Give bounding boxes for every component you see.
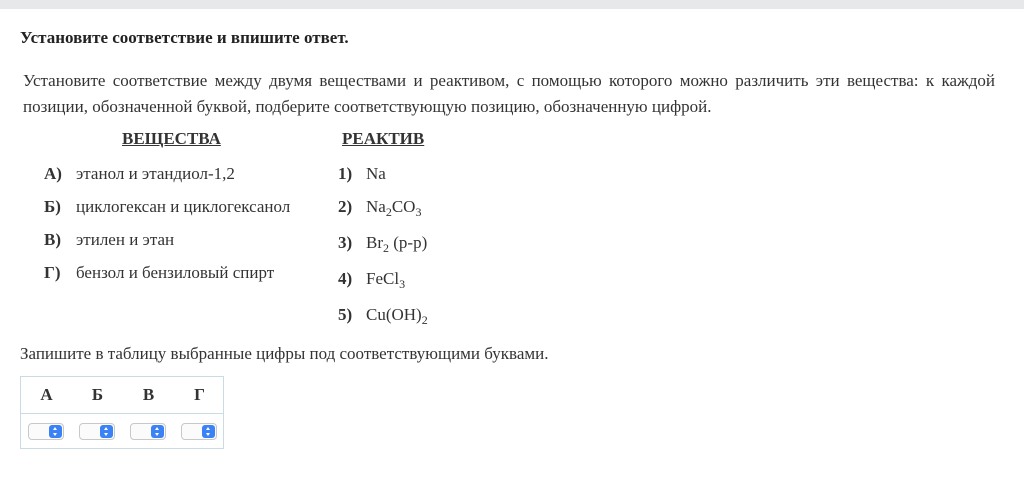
reagent-formula: $Na_2CO_3$ bbox=[366, 197, 422, 219]
substance-text: бензол и бензиловый спирт bbox=[76, 263, 275, 282]
substance-text: этилен и этан bbox=[76, 230, 175, 249]
answer-column-header: Г bbox=[194, 385, 205, 404]
reagent-formula: $Cu(OH)_2$ bbox=[366, 305, 428, 327]
answer-select-g[interactable] bbox=[181, 423, 217, 440]
reagent-key: 1) bbox=[338, 164, 353, 183]
answer-select-a[interactable] bbox=[28, 423, 64, 440]
substance-key: А) bbox=[44, 164, 62, 183]
substance-key: Г) bbox=[44, 263, 61, 282]
chevron-updown-icon[interactable] bbox=[151, 425, 164, 438]
table-divider bbox=[21, 413, 223, 414]
reagents-header: РЕАКТИВ bbox=[342, 129, 425, 148]
substance-text: циклогексан и циклогексанол bbox=[76, 197, 291, 216]
reagent-key: 3) bbox=[338, 233, 353, 252]
top-bar bbox=[0, 0, 1024, 9]
answer-column-header: В bbox=[142, 385, 155, 404]
substances-header: ВЕЩЕСТВА bbox=[122, 129, 221, 148]
answer-instruction: Запишите в таблицу выбранные цифры под соответствующими буквами. bbox=[20, 344, 549, 363]
substance-key: В) bbox=[44, 230, 61, 249]
reagent-key: 2) bbox=[338, 197, 353, 216]
answer-column-header: А bbox=[40, 385, 53, 404]
answer-select-v[interactable] bbox=[130, 423, 166, 440]
answer-select-b[interactable] bbox=[79, 423, 115, 440]
task-title: Установите соответствие и впишите ответ. bbox=[20, 28, 349, 47]
substance-text: этанол и этандиол-1,2 bbox=[76, 164, 235, 183]
reagent-key: 5) bbox=[338, 305, 353, 324]
substance-key: Б) bbox=[44, 197, 61, 216]
reagent-formula: FeCl$_3$ bbox=[366, 269, 406, 291]
chevron-updown-icon[interactable] bbox=[202, 425, 215, 438]
reagent-formula: $Br_2$ (р-р) bbox=[366, 233, 428, 255]
task-text: Установите соответствие между двумя веществами и реактивом, с помощью которого можно различить эти вещества: к каждой позиции, обозначенной буквой, подберите соответствующую позицию, обозначенную цифрой. bbox=[23, 71, 995, 116]
reagent-formula: Na bbox=[366, 164, 386, 183]
answer-table bbox=[20, 376, 224, 449]
chevron-updown-icon[interactable] bbox=[100, 425, 113, 438]
answer-column-header: Б bbox=[91, 385, 104, 404]
chevron-updown-icon[interactable] bbox=[49, 425, 62, 438]
reagent-key: 4) bbox=[338, 269, 353, 288]
